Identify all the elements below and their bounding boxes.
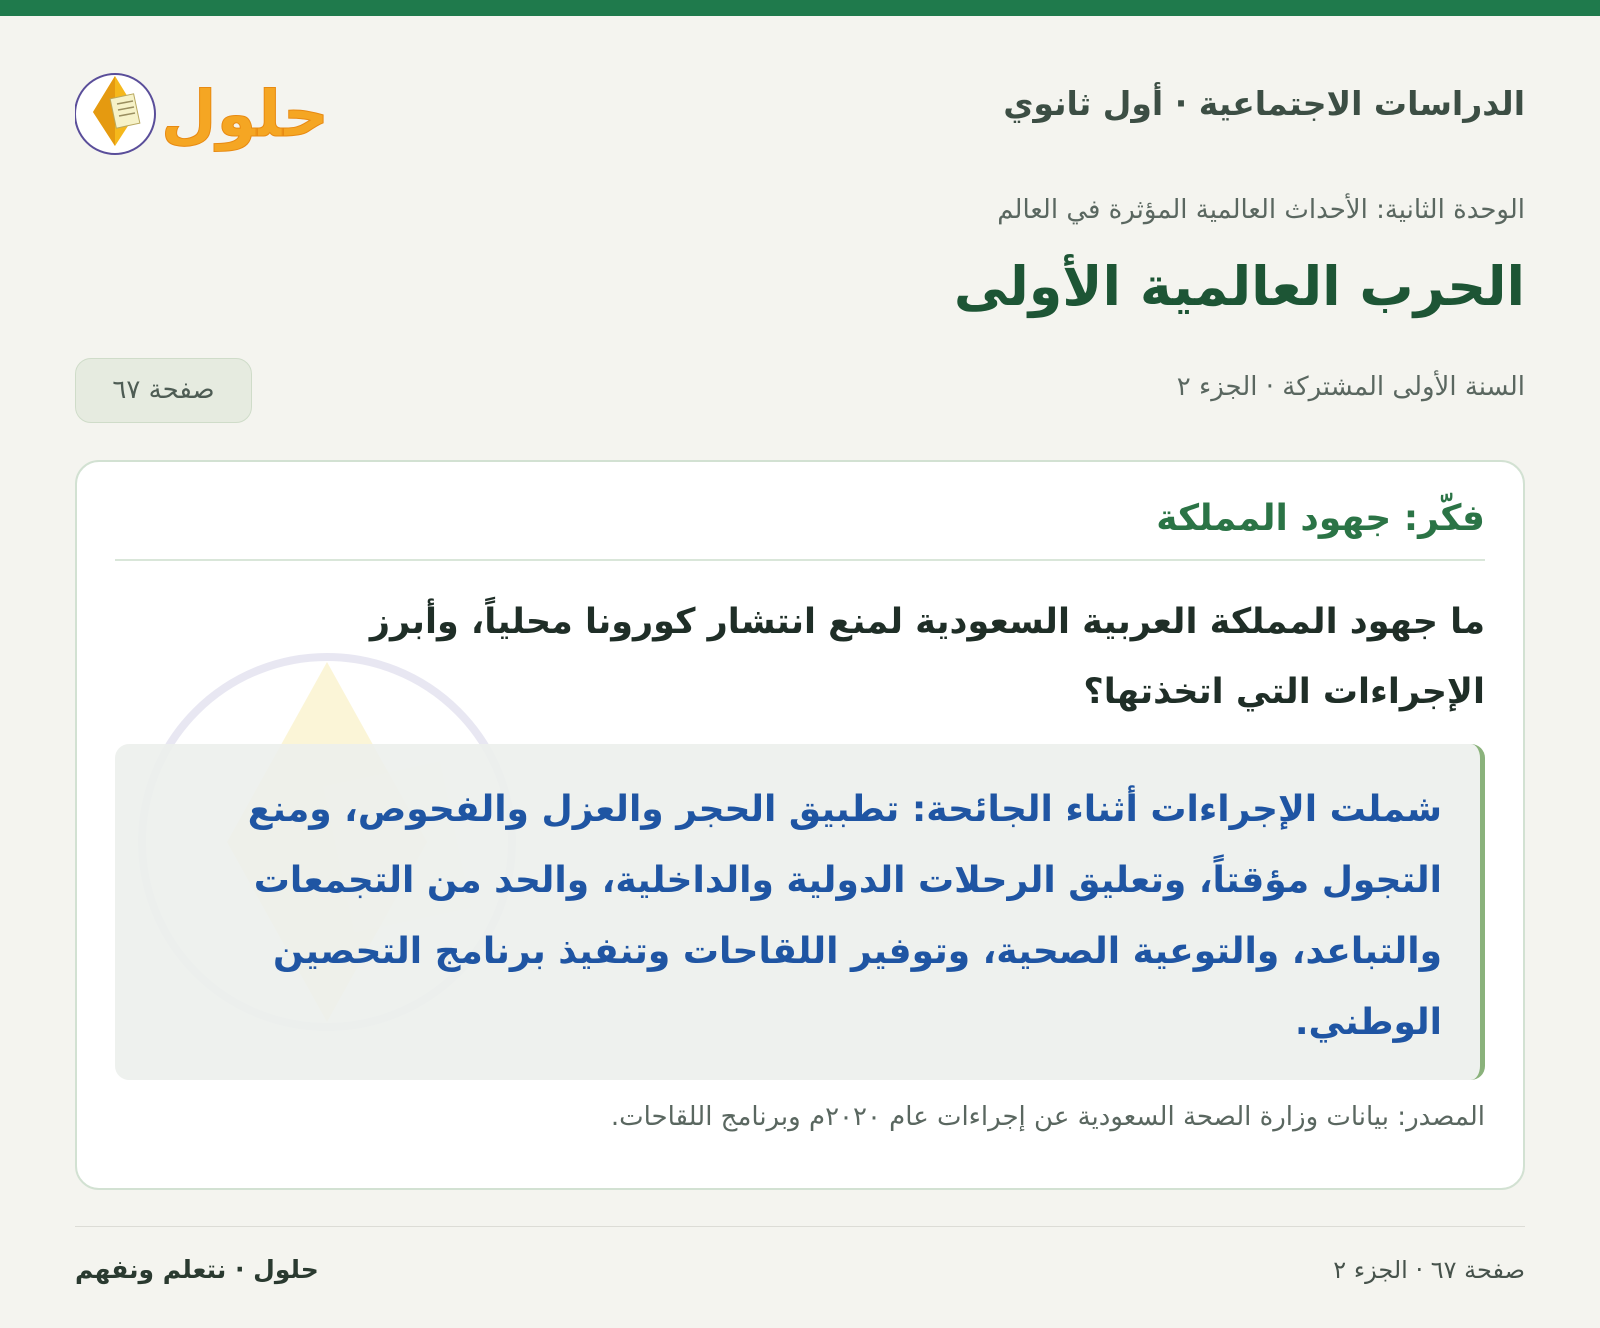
unit-label: الوحدة الثانية: الأحداث العالمية المؤثرة في العالم: [997, 195, 1525, 225]
book-logo-icon: [75, 74, 155, 154]
subject-title: الدراسات الاجتماعية · أول ثانوي: [1003, 84, 1525, 123]
footer-divider: [75, 1226, 1525, 1227]
course-meta: السنة الأولى المشتركة · الجزء ٢: [1176, 372, 1525, 402]
page-badge: صفحة ٦٧: [75, 358, 252, 423]
page-title: الحرب العالمية الأولى: [953, 255, 1525, 318]
site-logo[interactable]: [75, 54, 335, 158]
logo-text: حلول: [161, 78, 329, 152]
think-card: [75, 460, 1525, 1190]
page-header: [75, 52, 1525, 162]
top-accent-bar: [0, 0, 1600, 16]
footer-page-info: صفحة ٦٧ · الجزء ٢: [1333, 1256, 1525, 1284]
card-divider: [115, 559, 1485, 561]
source-note: المصدر: بيانات وزارة الصحة السعودية عن إجراءات عام ٢٠٢٠م وبرنامج اللقاحات.: [610, 1102, 1485, 1132]
card-heading: فكّر: جهود المملكة: [1156, 498, 1485, 539]
answer-box: [115, 744, 1485, 1080]
question-text: ما جهود المملكة العربية السعودية لمنع انتشار كورونا محلياً، وأبرز الإجراءات التي اتخذتها؟: [369, 602, 1485, 712]
answer-text: شملت الإجراءات أثناء الجائحة: تطبيق الحجر والعزل والفحوص، ومنع التجول مؤقتاً، وتعليق الرحلات الدولية والداخلية، والحد من التجمعات والتباعد، والتوعية الصحية، وتوفير اللقاحات وتنفيذ برنامج التحصين الوطني.: [247, 789, 1442, 1043]
footer-brand: حلول · نتعلم ونفهم: [75, 1255, 319, 1284]
